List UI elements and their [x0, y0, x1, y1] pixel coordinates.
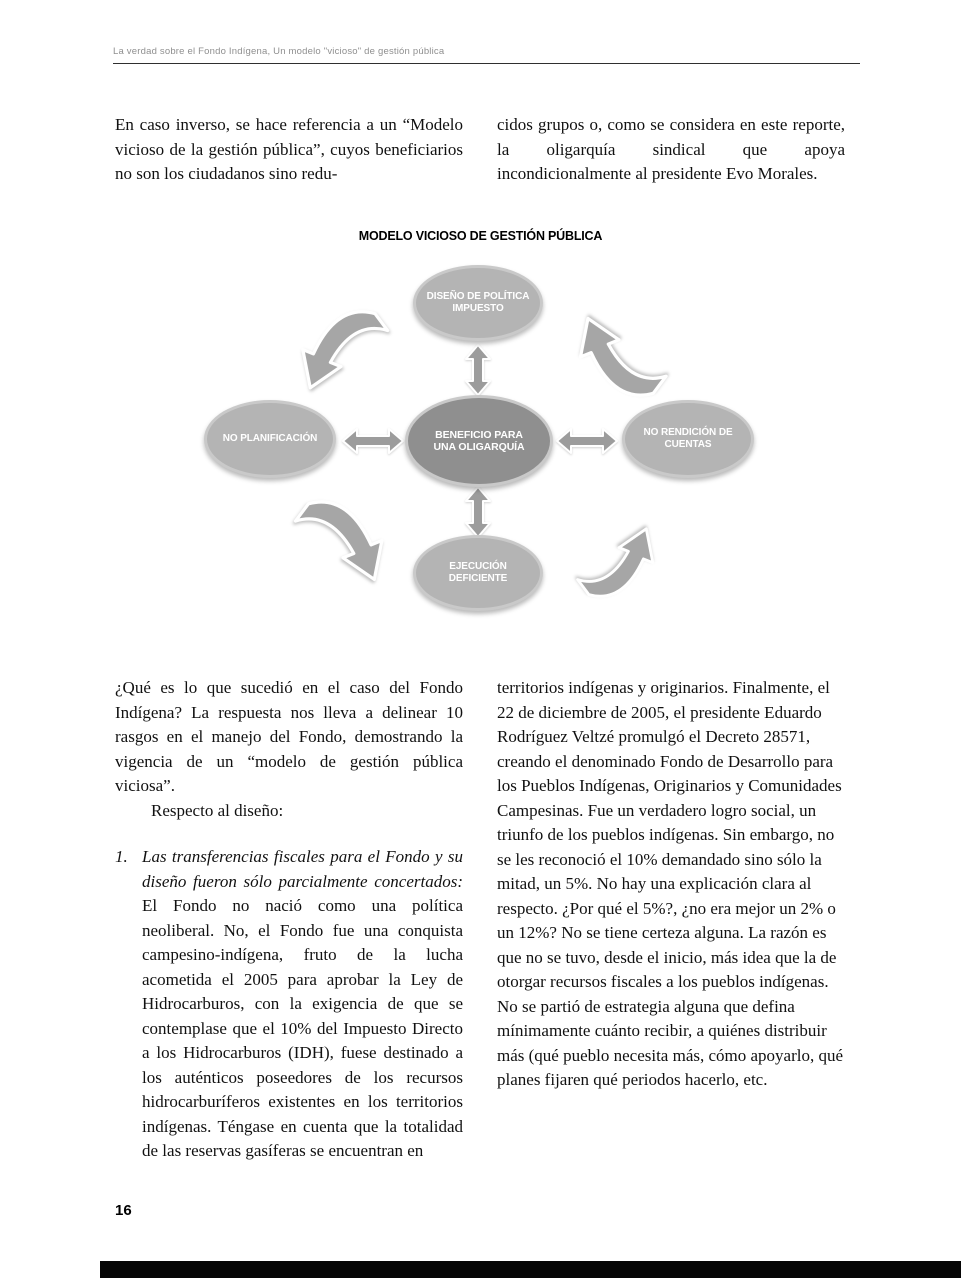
list-item-text: [142, 847, 463, 1160]
body-right-column: [497, 676, 845, 1164]
body-right-paragraph: territorios indígenas y originarios. Finalmente, el 22 de diciembre de 2005, el presidente Eduardo Rodríguez Veltzé promulgó el Decreto 28571, creando el denominado Fondo de Desarrollo para los Pueblos Indígenas, Originarios y Comunidades Campesinas. Fue un verdadero logro social, un triunfo de los pueblos indígenas. Sin embargo, no se les reconoció el 10% demandado sino sólo la mitad, un 5%. No hay una explicación clara al respecto. ¿Por qué el 5%?, ¿no era mejor un 2% o un 12%? No se tiene certeza alguna. La razón es que no se tuvo, desde el inicio, más idea que la de otorgar recursos fiscales a los pueblos indígenas. No se partió de estrategia alguna que defina mínimamente cuánto recibir, a quiénes distribuir más (qué pueblo necesita más, cómo apoyarlo, qué planes fijaren qué periodos hacerlo, etc.: [497, 678, 844, 1089]
intro-section: [115, 113, 845, 187]
double-arrow-top-icon: [465, 344, 491, 396]
diagram-node-beneficio-para-una-oligarquia: BENEFICIO PARA UNA OLIGARQUÍA: [405, 395, 553, 487]
list-item-lead-italic: Las transferencias fiscales para el Fondo y su diseño fueron sólo parcialmente concertados:: [142, 847, 463, 891]
body-paragraph-2: Respecto al diseño:: [151, 800, 284, 820]
body-left-column: [115, 676, 463, 1164]
double-arrow-right-icon: [556, 428, 618, 454]
diagram-node-diseno-de-politica-impuesto: DISEÑO DE POLÍTICA IMPUESTO: [413, 265, 543, 341]
diagram-node-no-planificacion: NO PLANIFICACIÓN: [204, 400, 336, 478]
page-number: 16: [115, 1202, 132, 1219]
intro-right-paragraph: cidos grupos o, como se considera en este reporte, la oligarquía sindical que apoya incondicionalmente al presidente Evo Morales.: [497, 115, 845, 183]
list-item-number: 1.: [115, 847, 128, 866]
intro-left-column: [115, 113, 463, 187]
diagram-node-no-rendicion-de-cuentas: NO RENDICIÓN DE CUENTAS: [622, 400, 754, 478]
numbered-list-item-1: [115, 845, 463, 1164]
diagram-node-ejecucion-deficiente: EJECUCIÓN DEFICIENTE: [413, 535, 543, 611]
vicious-cycle-diagram: [0, 258, 961, 640]
double-arrow-left-icon: [342, 428, 404, 454]
list-item-body: El Fondo no nació como una política neoliberal. No, el Fondo fue una conquista campesino-indígena, fruto de la lucha acometida el 2005 para aprobar la Ley de Hidrocarburos, con la exigencia de que se contemplase que el 10% del Impuesto Directo a los Hidrocarburos (IDH), fuese destinado a los auténticos poseedores de los recursos hidrocarburíferos existentes en los territorios indígenas. Téngase en cuenta que la totalidad de las reservas gasíferas se encuentran en: [142, 896, 463, 1160]
running-header-title: La verdad sobre el Fondo Indígena, Un modelo "vicioso" de gestión pública: [113, 46, 445, 57]
curved-arrow-bottom-right-icon: [556, 510, 682, 604]
footer-bar: [100, 1261, 961, 1278]
double-arrow-bottom-icon: [465, 486, 491, 538]
figure-title: MODELO VICIOSO DE GESTIÓN PÚBLICA: [358, 229, 603, 243]
intro-left-paragraph: En caso inverso, se hace referencia a un “Modelo vicioso de la gestión pública”, cuyos beneficiarios no son los ciudadanos sino redu-: [115, 115, 463, 183]
running-header: [113, 46, 860, 64]
body-paragraph-1: ¿Qué es lo que sucedió en el caso del Fondo Indígena? La respuesta nos lleva a delinear 10 rasgos en el manejo del Fondo, demostrando la vigencia de un “modelo de gestión pública viciosa”.: [115, 678, 463, 795]
intro-right-column: [497, 113, 845, 187]
curved-arrow-bottom-left-icon: [284, 493, 402, 601]
curved-arrow-top-right-icon: [562, 297, 676, 404]
curved-arrow-top-left-icon: [282, 303, 400, 409]
body-section: [115, 676, 845, 1164]
